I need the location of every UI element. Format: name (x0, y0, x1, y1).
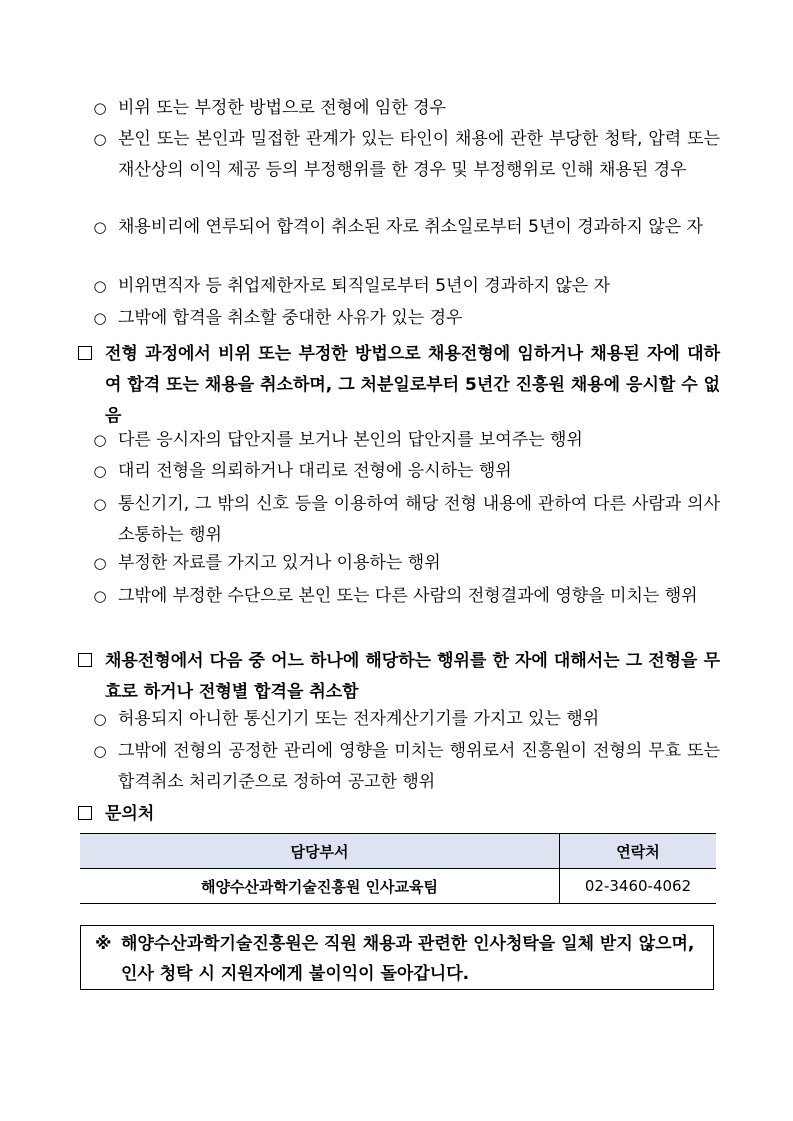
list-item-text: 그밖에 합격을 취소할 중대한 사유가 있는 경우 (118, 308, 463, 328)
checkbox-square-icon (78, 346, 92, 360)
list-item-text: 대리 전형을 의뢰하거나 대리로 전형에 응시하는 행위 (118, 461, 512, 481)
checkbox-square-icon (78, 653, 92, 667)
list-item-text: 채용비리에 연루되어 합격이 취소된 자로 취소일로부터 5년이 경과하지 않은 자 (118, 217, 703, 237)
bullet-icon: ○ (93, 218, 107, 236)
bullet-icon: ○ (93, 495, 107, 513)
list-item (90, 489, 720, 551)
bullet-icon: ○ (93, 462, 107, 480)
list-item (90, 93, 720, 124)
notice-box (80, 925, 714, 990)
section-heading-text: 채용전형에서 다음 중 어느 하나에 해당하는 행위를 한 자에 대해서는 그 전형을 무효로 하거나 전형별 합격을 취소함 (105, 651, 720, 702)
list-item (90, 581, 720, 612)
list-item-text: 그밖에 전형의 공정한 관리에 영향을 미치는 행위로서 진흥원이 전형의 무효 또는 합격취소 처리기준으로 정하여 공고한 행위 (118, 741, 720, 792)
list-item-text: 통신기기, 그 밖의 신호 등을 이용하여 해당 전형 내용에 관하여 다른 사람과 의사소통하는 행위 (118, 494, 720, 545)
list-item (90, 704, 720, 735)
list-item (90, 456, 720, 487)
section-heading-invalid (78, 646, 720, 708)
dept-cell: 해양수산과학기술진흥원 인사교육팀 (80, 869, 560, 904)
bullet-icon: ○ (93, 309, 107, 327)
section-heading-text: 문의처 (105, 804, 155, 824)
list-item (90, 124, 720, 186)
list-item-text: 허용되지 아니한 통신기기 또는 전자계산기기를 가지고 있는 행위 (118, 709, 600, 729)
list-item-text: 본인 또는 본인과 밀접한 관계가 있는 타인이 채용에 관한 부당한 청탁, 압력 또는 재산상의 이익 제공 등의 부정행위를 한 경우 및 부정행위로 인해 채용된 경우 (118, 129, 720, 180)
list-item (90, 548, 720, 579)
column-header-phone: 연락처 (560, 834, 717, 869)
table-header-row (80, 834, 716, 869)
reference-mark-icon: ※ (95, 934, 112, 954)
bullet-icon: ○ (93, 710, 107, 728)
list-item-text: 부정한 자료를 가지고 있거나 이용하는 행위 (118, 553, 441, 573)
contact-table (80, 833, 716, 904)
notice-line-2: 인사 청탁 시 지원자에게 불이익이 돌아갑니다. (121, 964, 470, 984)
list-item (90, 425, 720, 456)
list-item-text: 다른 응시자의 답안지를 보거나 본인의 답안지를 보여주는 행위 (118, 430, 583, 450)
list-item (90, 303, 720, 334)
list-item (90, 736, 720, 798)
column-header-dept: 담당부서 (80, 834, 560, 869)
bullet-icon: ○ (93, 587, 107, 605)
bullet-icon: ○ (93, 130, 107, 148)
section-heading-text: 전형 과정에서 비위 또는 부정한 방법으로 채용전형에 임하거나 채용된 자에 대하여 합격 또는 채용을 취소하며, 그 처분일로부터 5년간 진흥원 채용에 응시할 수 없음 (105, 344, 720, 426)
checkbox-square-icon (78, 806, 92, 820)
list-item-text: 그밖에 부정한 수단으로 본인 또는 다른 사람의 전형결과에 영향을 미치는 행위 (118, 586, 698, 606)
notice-line-1: 해양수산과학기술진흥원은 직원 채용과 관련한 인사청탁을 일체 받지 않으며, (121, 934, 695, 954)
section-heading-cancel (78, 339, 720, 432)
bullet-icon: ○ (93, 277, 107, 295)
bullet-icon: ○ (93, 554, 107, 572)
list-item-text: 비위 또는 부정한 방법으로 전형에 임한 경우 (118, 98, 447, 118)
bullet-icon: ○ (93, 742, 107, 760)
bullet-icon: ○ (93, 431, 107, 449)
list-item (90, 271, 720, 302)
list-item (90, 212, 720, 243)
phone-cell: 02-3460-4062 (560, 869, 717, 904)
table-row (80, 869, 716, 904)
bullet-icon: ○ (93, 99, 107, 117)
list-item-text: 비위면직자 등 취업제한자로 퇴직일로부터 5년이 경과하지 않은 자 (118, 276, 611, 296)
section-heading-contact (78, 799, 720, 830)
